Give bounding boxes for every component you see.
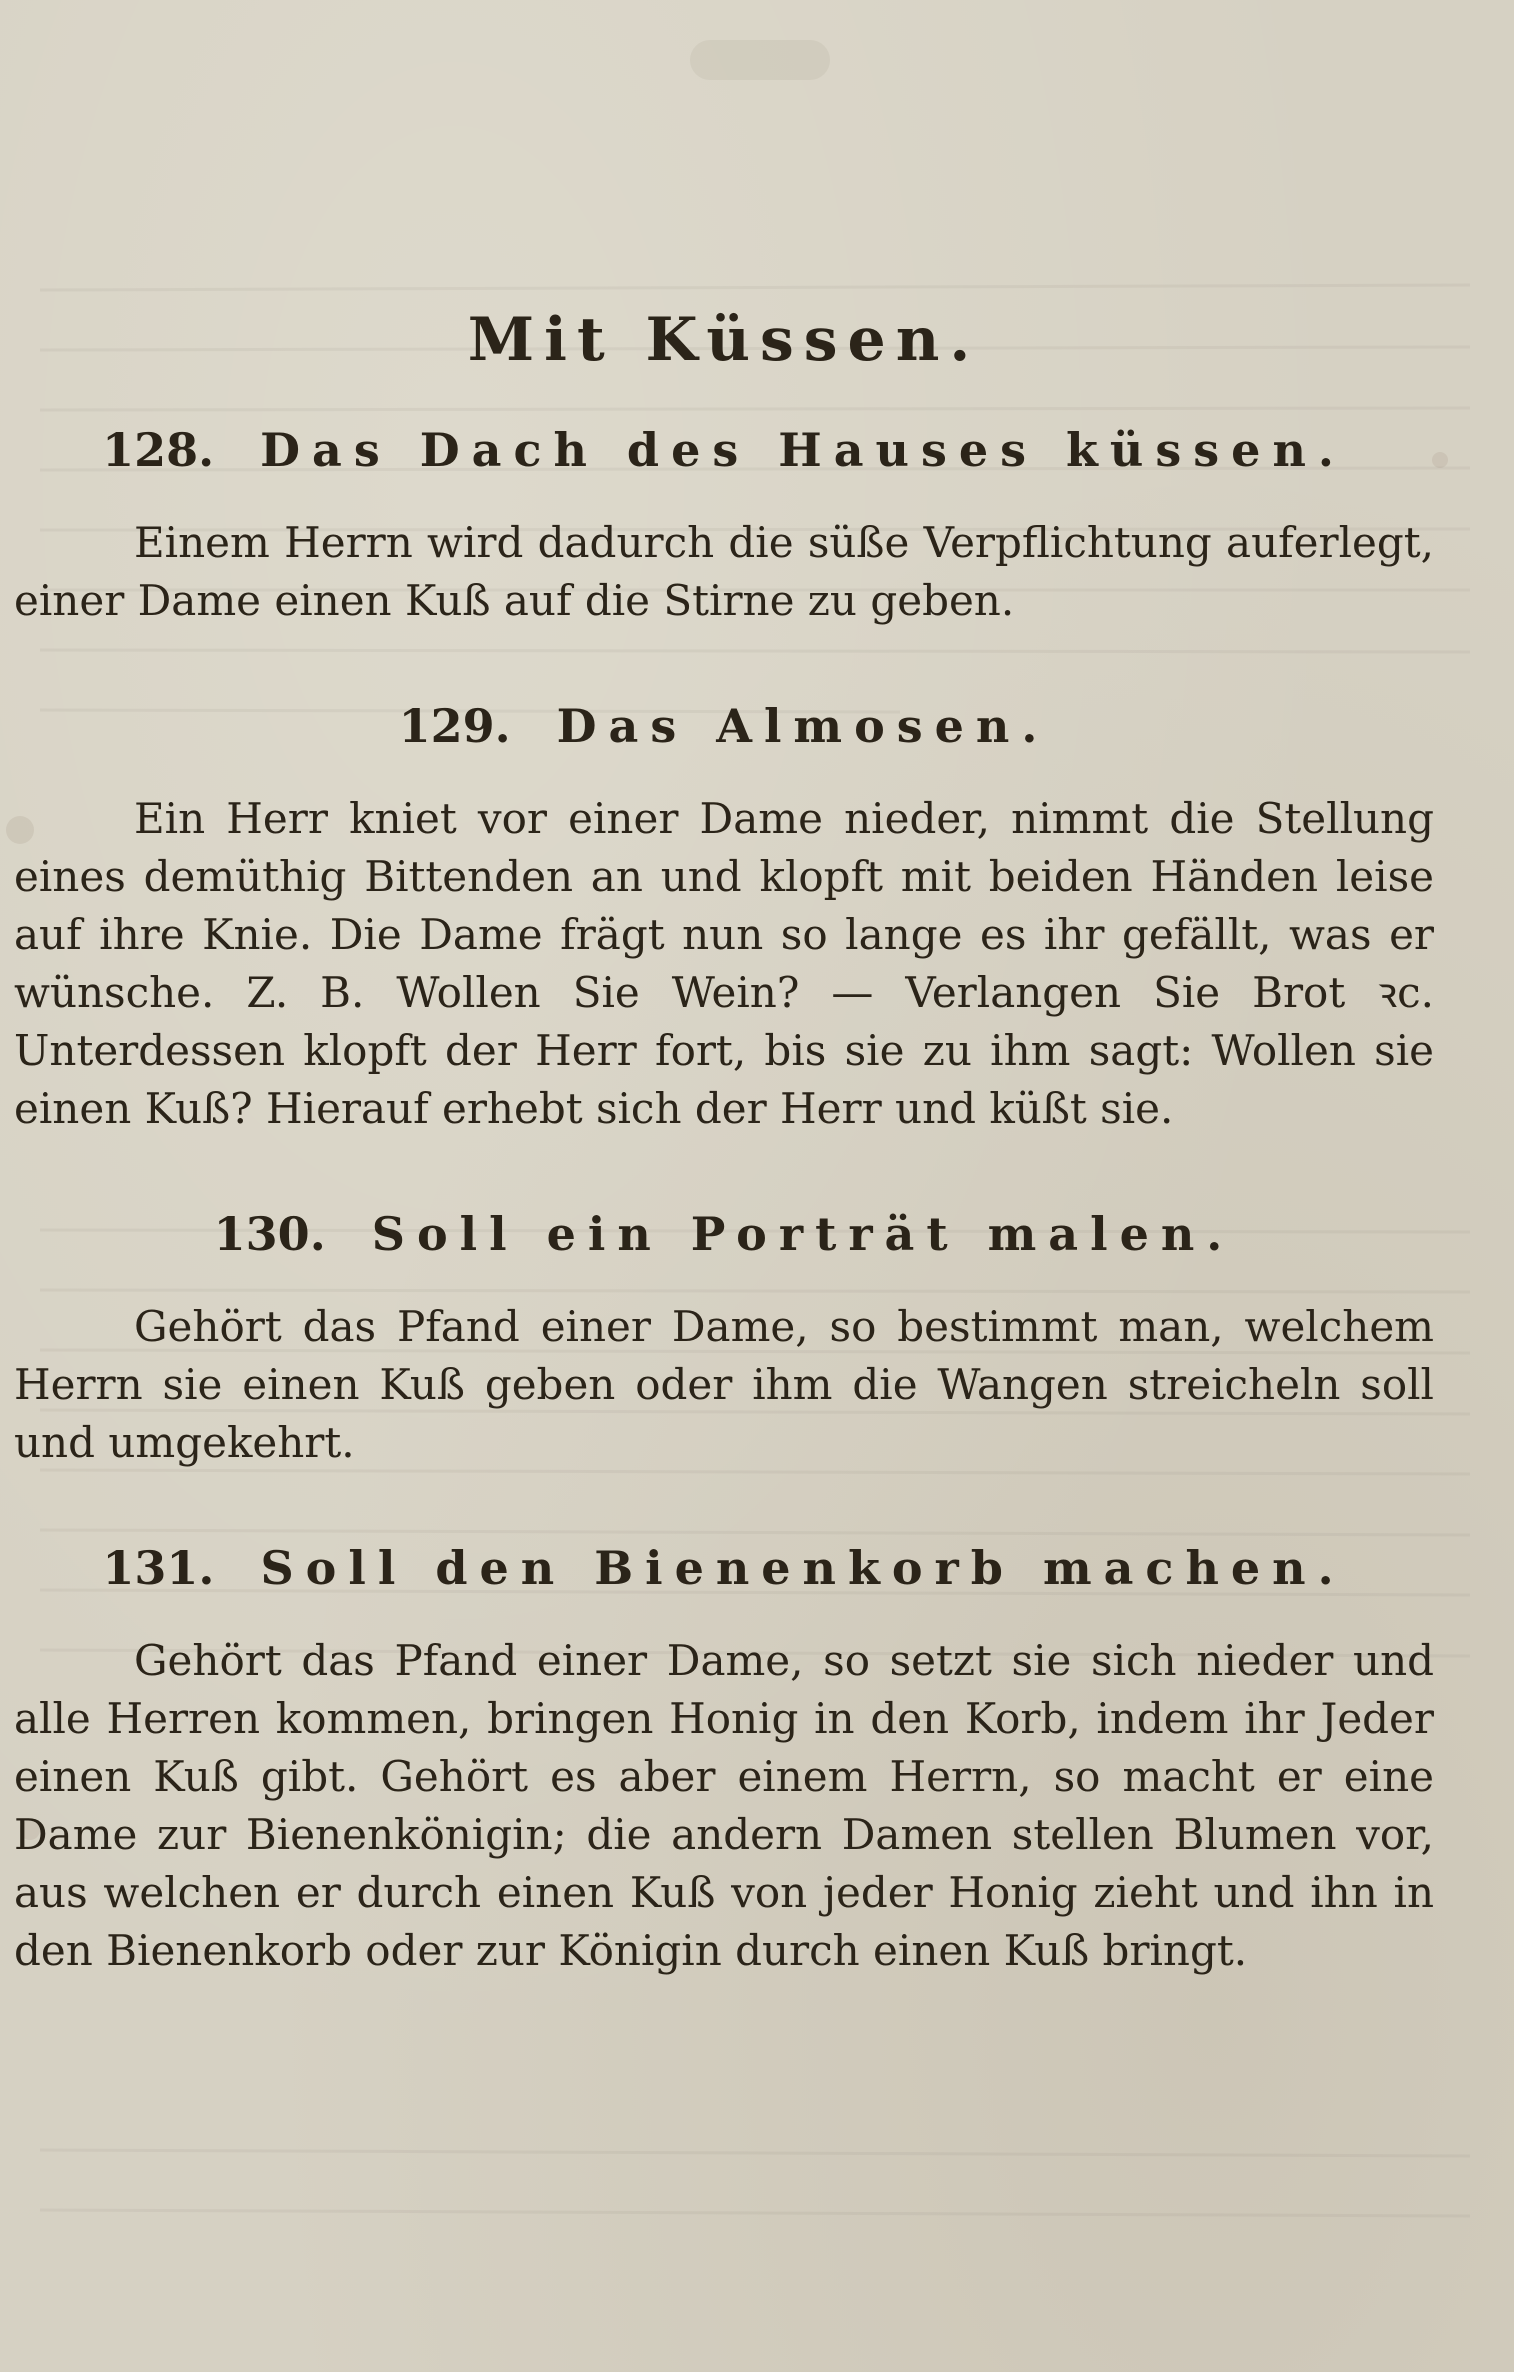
entry-title: Das Dach des Hauses küssen. xyxy=(260,423,1346,477)
entry-heading xyxy=(14,1538,1434,1598)
entry-text: Gehört das Pfand einer Dame, so setzt sie sich nieder und alle Herren kommen, bringen Honig in den Korb, indem ihr Jeder einen Kuß gibt. Gehört es aber einem Herrn, so macht er eine Dame zur Bienenkönigin; die andern Damen stellen Blumen vor, aus welchen er durch einen Kuß von jeder Honig zieht und ihn in den Bienenkorb oder zur Königin durch einen Kuß bringt. xyxy=(14,1636,1434,1975)
entry-title: Soll ein Porträt malen. xyxy=(371,1207,1235,1261)
entry-heading xyxy=(14,420,1434,480)
entry-number: 129. xyxy=(398,699,511,753)
entry-title: Das Almosen. xyxy=(556,699,1050,753)
entry-heading xyxy=(14,1204,1434,1264)
entry-title: Soll den Bienenkorb machen. xyxy=(260,1541,1346,1595)
entry-number: 128. xyxy=(102,423,215,477)
faded-running-head xyxy=(690,40,830,80)
entry-129 xyxy=(14,696,1434,1138)
entry-131 xyxy=(14,1538,1434,1980)
page-content xyxy=(14,300,1434,2046)
entry-number: 130. xyxy=(213,1207,326,1261)
entry-text: Einem Herrn wird dadurch die süße Verpflichtung auferlegt, einer Dame einen Kuß auf die Stirne zu geben. xyxy=(14,518,1434,625)
page-title: Mit Küssen. xyxy=(467,305,981,375)
entry-128 xyxy=(14,420,1434,630)
entry-text: Gehört das Pfand einer Dame, so bestimmt man, welchem Herrn sie einen Kuß geben oder ihm die Wangen streicheln soll und umgekehrt. xyxy=(14,1302,1434,1467)
entry-130 xyxy=(14,1204,1434,1472)
entry-heading xyxy=(14,696,1434,756)
entry-text: Ein Herr kniet vor einer Dame nieder, nimmt die Stellung eines demüthig Bittenden an und klopft mit beiden Händen leise auf ihre Knie. Die Dame frägt nun so lange es ihr gefällt, was er wünsche. Z. B. Wollen Sie Wein? — Verlangen Sie Brot ꝛc. Unterdessen klopft der Herr fort, bis sie zu ihm sagt: Wollen sie einen Kuß? Hierauf erhebt sich der Herr und küßt sie. xyxy=(14,794,1434,1133)
entry-number: 131. xyxy=(102,1541,215,1595)
